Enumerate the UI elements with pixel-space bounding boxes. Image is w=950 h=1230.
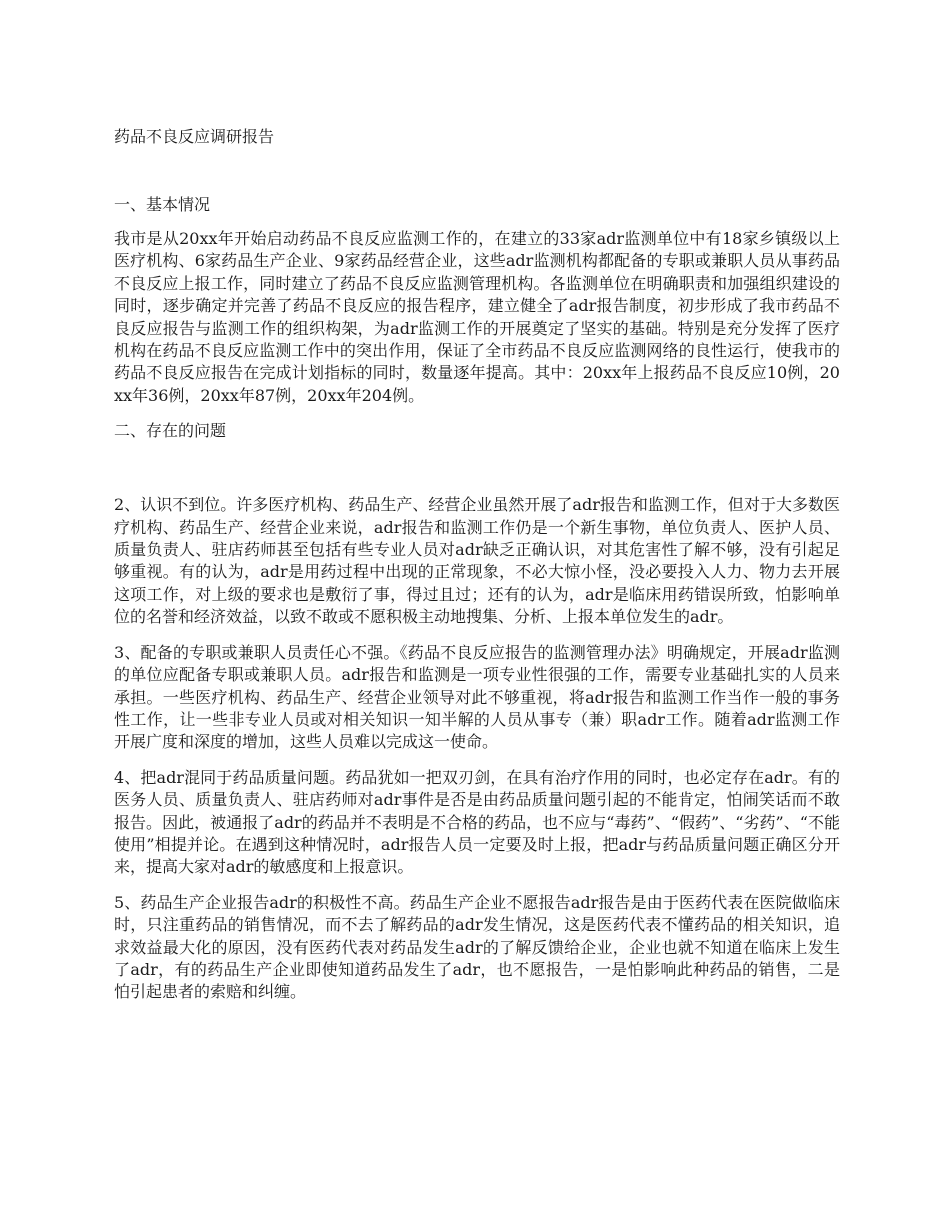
section-heading-basic: 一、基本情况 [114,195,211,214]
document-title: 药品不良反应调研报告 [114,127,275,146]
paragraph-basic-situation: 我市是从20xx年开始启动药品不良反应监测工作的，在建立的33家adr监测单位中有18家乡镇级以上医疗机构、6家药品生产企业、9家药品经营企业，这些adr监测机构都配备的专职或兼职人员从事药品不良反应上报工作，同时建立了药品不良反应监测管理机构。各监测单位在明确职责和加强组织建设的同时，逐步确定并完善了药品不良反应的报告程序，建立健全了adr报告制度，初步形成了我市药品不良反应报告与监测工作的组织构架，为adr监测工作的开展奠定了坚实的基础。特别是充分发挥了医疗机构在药品不良反应监测工作中的突出作用，保证了全市药品不良反应监测网络的良性运行，使我市的药品不良反应报告在完成计划指标的同时，数量逐年提高。其中：20xx年上报药品不良反应10例，20xx年36例，20xx年87例，20xx年204例。 [114,229,840,405]
paragraph-problem-item: 4、把adr混同于药品质量问题。药品犹如一把双刃剑，在具有治疗作用的同时，也必定存在adr。有的医务人员、质量负责人、驻店药师对adr事件是否是由药品质量问题引起的不能肯定，怕闹笑话而不敢报告。因此，被通报了adr的药品并不表明是不合格的药品，也不应与“毒药”、“假药”、“劣药”、“不能使用”相提并论。在遇到这种情况时，adr报告人员一定要及时上报，把adr与药品质量问题正确区分开来，提高大家对adr的敏感度和上报意识。 [114,767,840,877]
paragraph-problem-item: 2、认识不到位。许多医疗机构、药品生产、经营企业虽然开展了adr报告和监测工作，但对于大多数医疗机构、药品生产、经营企业来说，adr报告和监测工作仍是一个新生事物，单位负责人、医护人员、质量负责人、驻店药师甚至包括有些专业人员对adr缺乏正确认识，对其危害性了解不够，没有引起足够重视。有的认为，adr是用药过程中出现的正常现象，不必大惊小怪，没必要投入人力、物力去开展这项工作，对上级的要求也是敷衍了事，得过且过；还有的认为，adr是临床用药错误所致，怕影响单位的名誉和经济效益，以致不敢或不愿积极主动地搜集、分析、上报本单位发生的adr。 [114,495,840,627]
paragraph-problem-item: 3、配备的专职或兼职人员责任心不强。《药品不良反应报告的监测管理办法》明确规定，开展adr监测的单位应配备专职或兼职人员。adr报告和监测是一项专业性很强的工作，需要专业基础扎实的人员来承担。一些医疗机构、药品生产、经营企业领导对此不够重视，将adr报告和监测工作当作一般的事务性工作，让一些非专业人员或对相关知识一知半解的人员从事专（兼）职adr工作。随着adr监测工作开展广度和深度的增加，这些人员难以完成这一使命。 [114,642,840,752]
section-heading-problems: 二、存在的问题 [114,421,227,441]
spacer [114,454,840,494]
paragraph-problem-item: 5、药品生产企业报告adr的积极性不高。药品生产企业不愿报告adr报告是由于医药代表在医院做临床时，只注重药品的销售情况，而不去了解药品的adr发生情况，这是医药代表不懂药品的相关知识，追求效益最大化的原因，没有医药代表对药品发生adr的了解反馈给企业，企业也就不知道在临床上发生了adr，有的药品生产企业即使知道药品发生了adr，也不愿报告，一是怕影响此种药品的销售，二是怕引起患者的索赔和纠缠。 [114,892,840,1002]
document-body [114,126,840,1017]
